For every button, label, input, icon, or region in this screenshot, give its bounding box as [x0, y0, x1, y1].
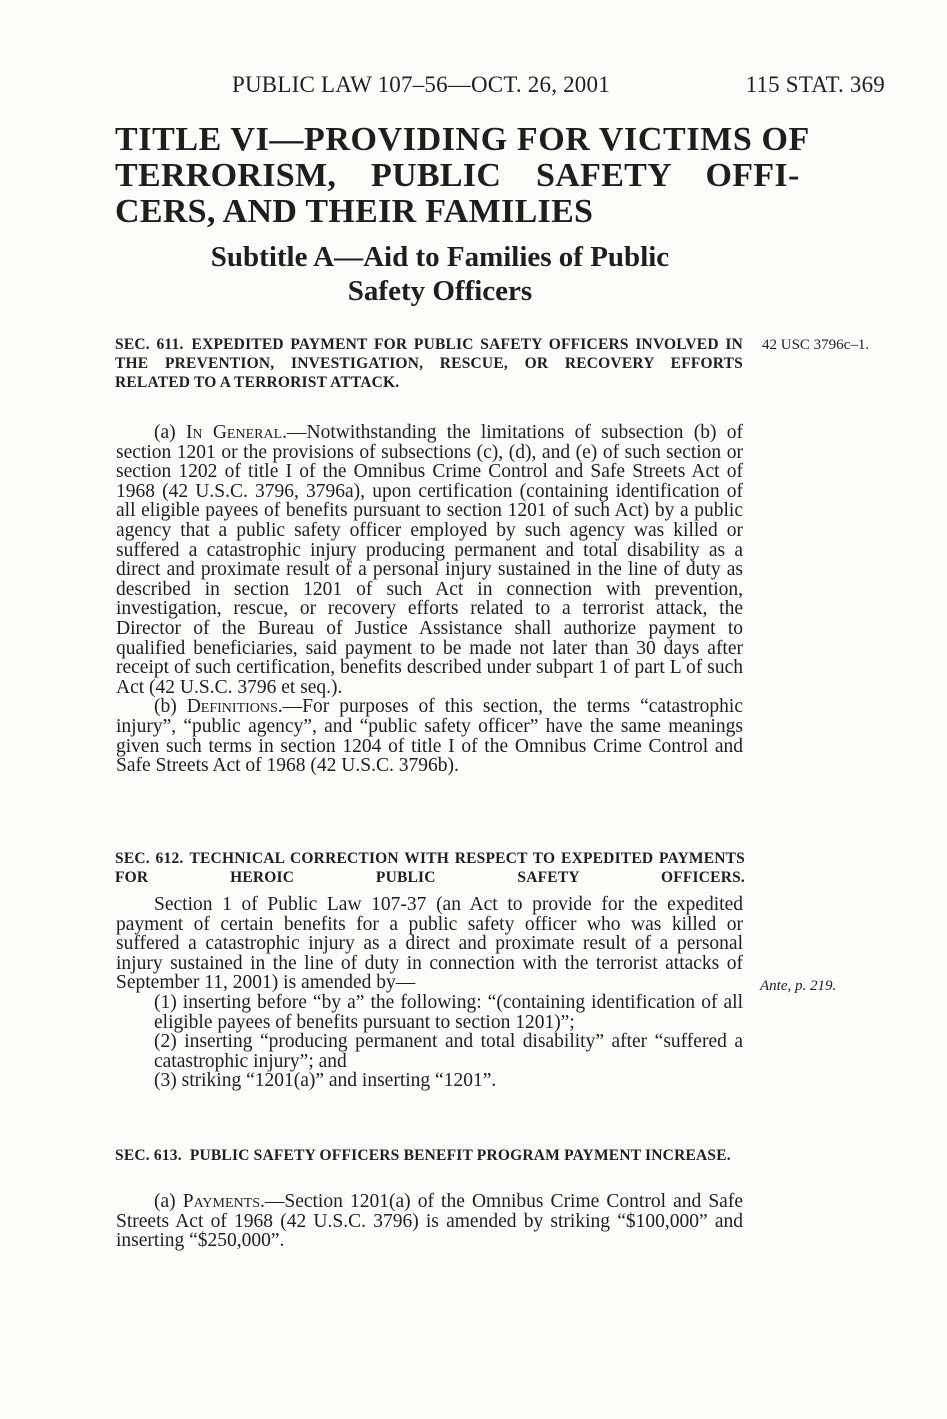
sec-612-heading: [115, 849, 745, 887]
sec-611-subsection-b: [116, 697, 743, 775]
sec-613-heading: [115, 1146, 743, 1165]
title-line-1: TITLE VI—PROVIDING FOR VICTIMS OF: [115, 121, 810, 158]
sec-613-a-text: —Section 1201(a) of the Omnibus Crime Control and Safe Streets Act of 1968 (42 U.S.C. 3796) is amended by striking “$100,000” and inserting “$250,000”.: [116, 1191, 743, 1252]
list-item: (3) striking “1201(a)” and inserting “1201”.: [154, 1070, 497, 1092]
sec-611-b-text: —For purposes of this section, the terms “catastrophic injury”, “public agency”, and “public safety officer” have the same meanings given such terms in section 1204 of title I of the Omnibus Crime Control and Safe Streets Act of 1968 (42 U.S.C. 3796b).: [116, 696, 743, 777]
sec-611-body: [116, 423, 743, 776]
list-item: (2) inserting “producing permanent and total disability” after “suffered a catastrophic injury”; and: [154, 1031, 743, 1072]
sec-611-subsection-a: [116, 423, 743, 697]
sec-611-a-heading: In General.: [185, 422, 287, 443]
sec-611-a-text: —Notwithstanding the limitations of subsection (b) of section 1201 or the provisions of subsections (c), (d), and (e) of such section or section 1202 of title I of the Omnibus Crime Control and Safe Streets Act of 1968 (42 U.S.C. 3796, 3796a), upon certification (containing identification of all eligible payees of benefits pursuant to section 1201 of such Act) by a public agency that a public safety officer employed by such agency was killed or suffered a catastrophic injury producing permanent and total disability as a direct and proximate result of a personal injury sustained in the line of duty as described in section 1201 of such Act in connection with prevention, investigation, rescue, or recovery efforts related to a terrorist attack, the Director of the Bureau of Justice Assistance shall authorize payment to qualified beneficiaries, said payment to be made not later than 30 days after receipt of such certification, benefits described under subpart 1 of part L of such Act (42 U.S.C. 3796 et seq.).: [116, 422, 743, 698]
sec-613-number: SEC. 613.: [115, 1147, 182, 1164]
sec-613-title: PUBLIC SAFETY OFFICERS BENEFIT PROGRAM PAYMENT INCREASE.: [189, 1147, 731, 1164]
sec-611-heading: [115, 335, 743, 392]
sec-611-margin-note: 42 USC 3796c–1.: [762, 337, 870, 353]
sec-612-list: [116, 993, 743, 1091]
sec-612-margin-note: [760, 978, 836, 995]
list-item: (1) inserting before “by a” the following: “(containing identification of all eligible payees of benefits pursuant to section 1201)”;: [154, 991, 743, 1033]
title-heading: [115, 121, 810, 230]
sec-612-title: TECHNICAL CORRECTION WITH RESPECT TO EXPEDITED PAYMENTS FOR HEROIC PUBLIC SAFETY OFFICERS.: [115, 850, 745, 886]
sec-611-a-label: (a): [154, 422, 186, 443]
title-line-2: TERRORISM, PUBLIC SAFETY OFFI-: [115, 157, 800, 194]
sec-611-b-label: (b): [154, 696, 187, 718]
sec-611-b-heading: Definitions.: [186, 696, 283, 718]
sec-612-number: SEC. 612.: [115, 850, 184, 867]
sec-613-subsection-a: [116, 1192, 743, 1251]
sec-612-margin-note-text: Ante, p. 219.: [760, 978, 837, 994]
running-header-left: PUBLIC LAW 107–56—OCT. 26, 2001: [232, 72, 610, 97]
title-line-3: CERS, AND THEIR FAMILIES: [115, 193, 594, 230]
sec-613-body: [116, 1192, 743, 1251]
sec-613-a-label: (a): [154, 1191, 183, 1212]
sec-612-text: Section 1 of Public Law 107-37 (an Act to provide for the expedited payment of certain benefits for a public safety officer who was killed or suffered a catastrophic injury as a direct and proximate result of a personal injury sustained in the line of duty in connection with the terrorist attacks of September 11, 2001) is amended by—: [116, 894, 743, 994]
running-header-right: 115 STAT. 369: [745, 72, 885, 97]
subtitle-heading: [115, 240, 765, 308]
sec-613-a-heading: Payments.: [182, 1191, 265, 1212]
sec-612-body: [116, 895, 743, 1091]
subtitle-line-2: Safety Officers: [347, 275, 533, 307]
sec-611-number: SEC. 611.: [115, 336, 184, 353]
sec-611-title: EXPEDITED PAYMENT FOR PUBLIC SAFETY OFFICERS INVOLVED IN THE PREVENTION, INVESTIGATION, RESCUE, OR RECOVERY EFFORTS RELATED TO A TERRORIST ATTACK.: [115, 336, 743, 391]
subtitle-line-1: Subtitle A—Aid to Families of Public: [210, 241, 670, 273]
